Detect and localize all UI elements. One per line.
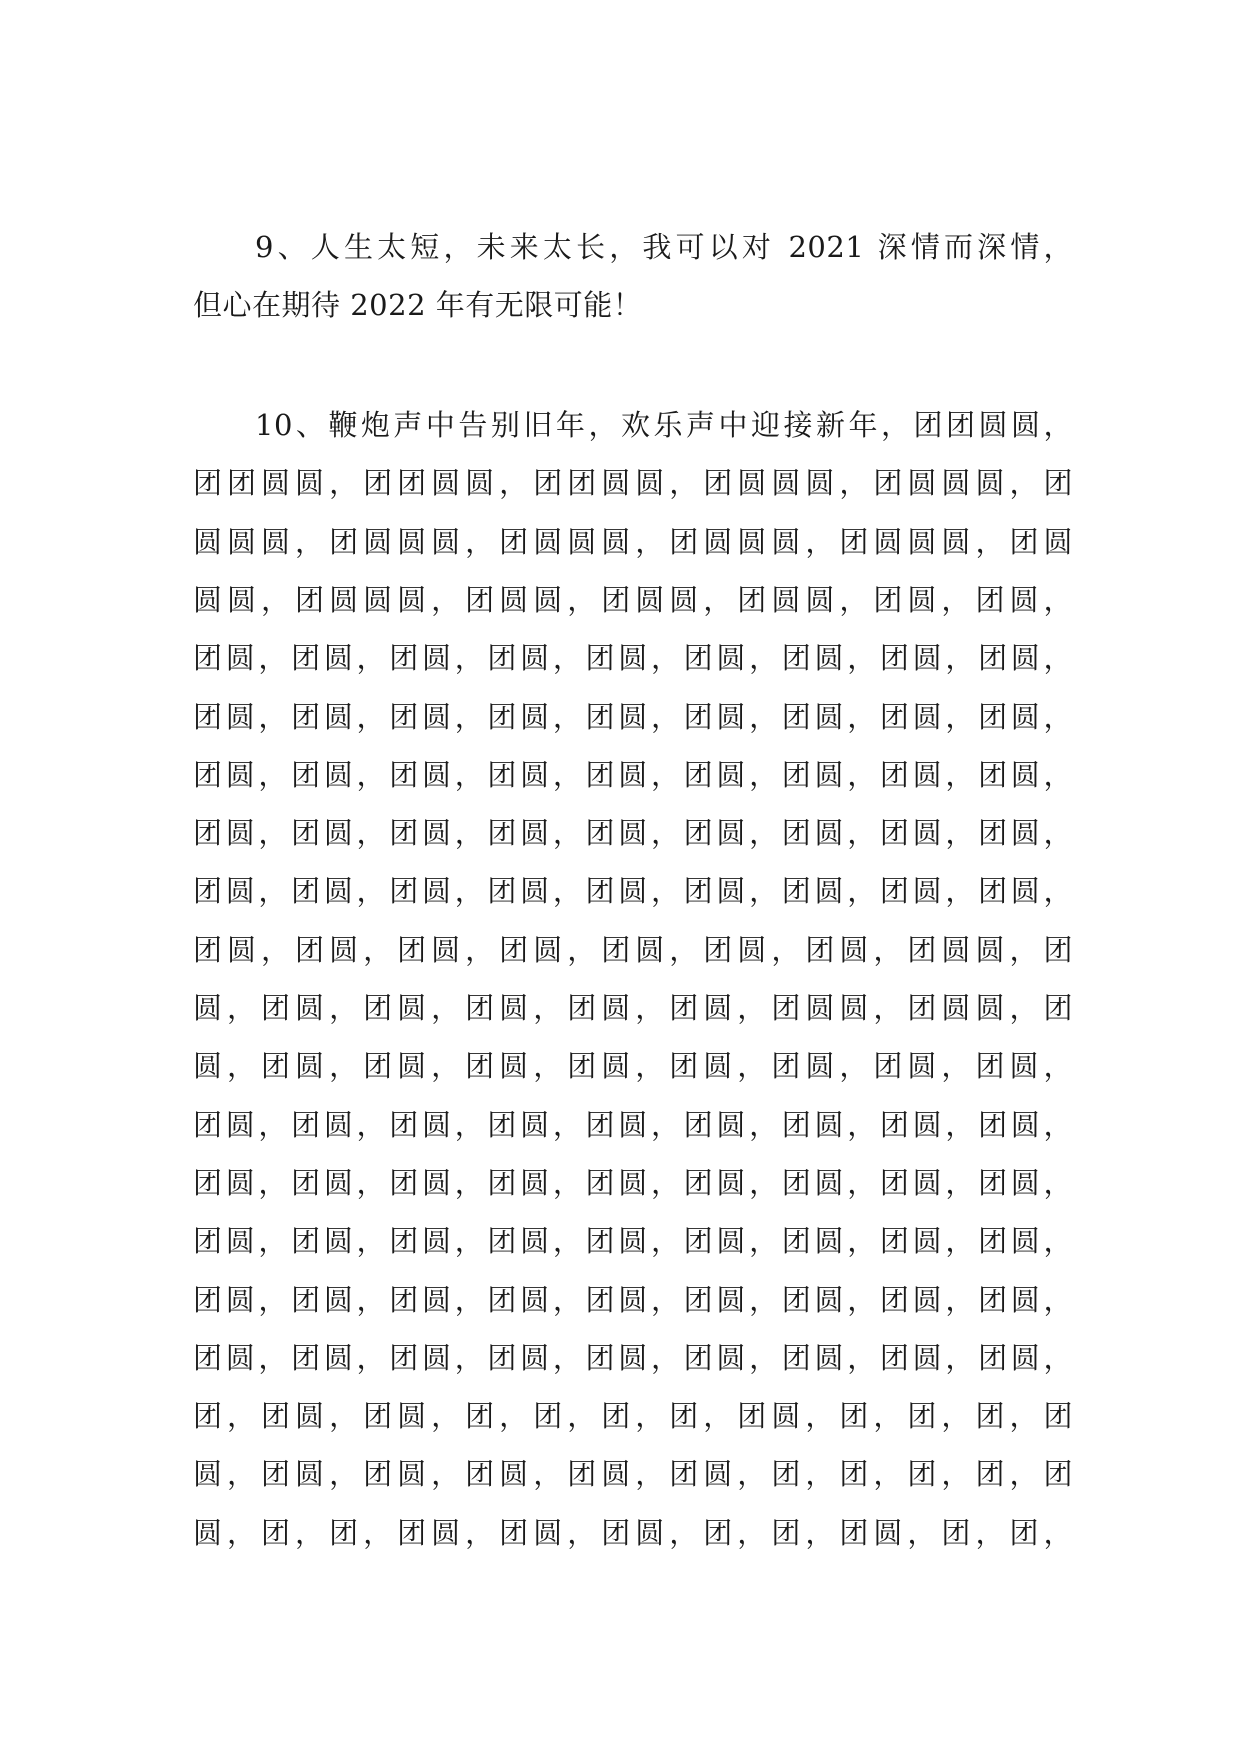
- text-line: 9、人生太短，未来太长，我可以对 2021 深情而深情，: [255, 230, 1073, 264]
- text-line: 团圆，团圆，团圆，团圆，团圆，团圆，团圆，团圆，团圆，: [193, 641, 1073, 676]
- text-line: 团圆，团圆，团圆，团圆，团圆，团圆，团圆，团圆，团圆，: [193, 699, 1073, 734]
- text-line: 团圆，团圆，团圆，团圆，团圆，团圆，团圆，团圆，团圆，: [193, 1107, 1073, 1142]
- text-line: 团圆，团圆，团圆，团圆，团圆，团圆，团圆，团圆，团圆，: [193, 1224, 1073, 1259]
- text-line: 但心在期待 2022 年有无限可能！: [193, 288, 643, 322]
- text-line: 圆圆圆，团圆圆圆，团圆圆圆，团圆圆圆，团圆圆圆，团圆: [193, 524, 1073, 559]
- text-line: 圆，团圆，团圆，团圆，团圆，团圆，团，团，团，团，团: [193, 1457, 1073, 1492]
- text-line: 圆，团圆，团圆，团圆，团圆，团圆，团圆，团圆，团圆，: [193, 1049, 1073, 1084]
- text-line: 团圆，团圆，团圆，团圆，团圆，团圆，团圆，团圆，团圆，: [193, 1340, 1073, 1375]
- text-line: 团，团圆，团圆，团，团，团，团，团圆，团，团，团，团: [193, 1399, 1073, 1434]
- text-line: 团圆，团圆，团圆，团圆，团圆，团圆，团圆，团圆，团圆，: [193, 874, 1073, 909]
- text-line: 10、鞭炮声中告别旧年，欢乐声中迎接新年，团团圆圆，: [255, 408, 1073, 442]
- text-line: 圆圆，团圆圆圆，团圆圆，团圆圆，团圆圆，团圆，团圆，: [193, 582, 1073, 617]
- text-line: 团圆，团圆，团圆，团圆，团圆，团圆，团圆，团圆圆，团: [193, 932, 1073, 967]
- text-line: 团团圆圆，团团圆圆，团团圆圆，团圆圆圆，团圆圆圆，团: [193, 466, 1073, 501]
- text-line: 团圆，团圆，团圆，团圆，团圆，团圆，团圆，团圆，团圆，: [193, 1282, 1073, 1317]
- text-line: 团圆，团圆，团圆，团圆，团圆，团圆，团圆，团圆，团圆，: [193, 816, 1073, 851]
- text-line: 圆，团，团，团圆，团圆，团圆，团，团，团圆，团，团，: [193, 1515, 1073, 1550]
- text-line: 团圆，团圆，团圆，团圆，团圆，团圆，团圆，团圆，团圆，: [193, 757, 1073, 792]
- text-line: 圆，团圆，团圆，团圆，团圆，团圆，团圆圆，团圆圆，团: [193, 991, 1073, 1025]
- text-line: 团圆，团圆，团圆，团圆，团圆，团圆，团圆，团圆，团圆，: [193, 1165, 1073, 1200]
